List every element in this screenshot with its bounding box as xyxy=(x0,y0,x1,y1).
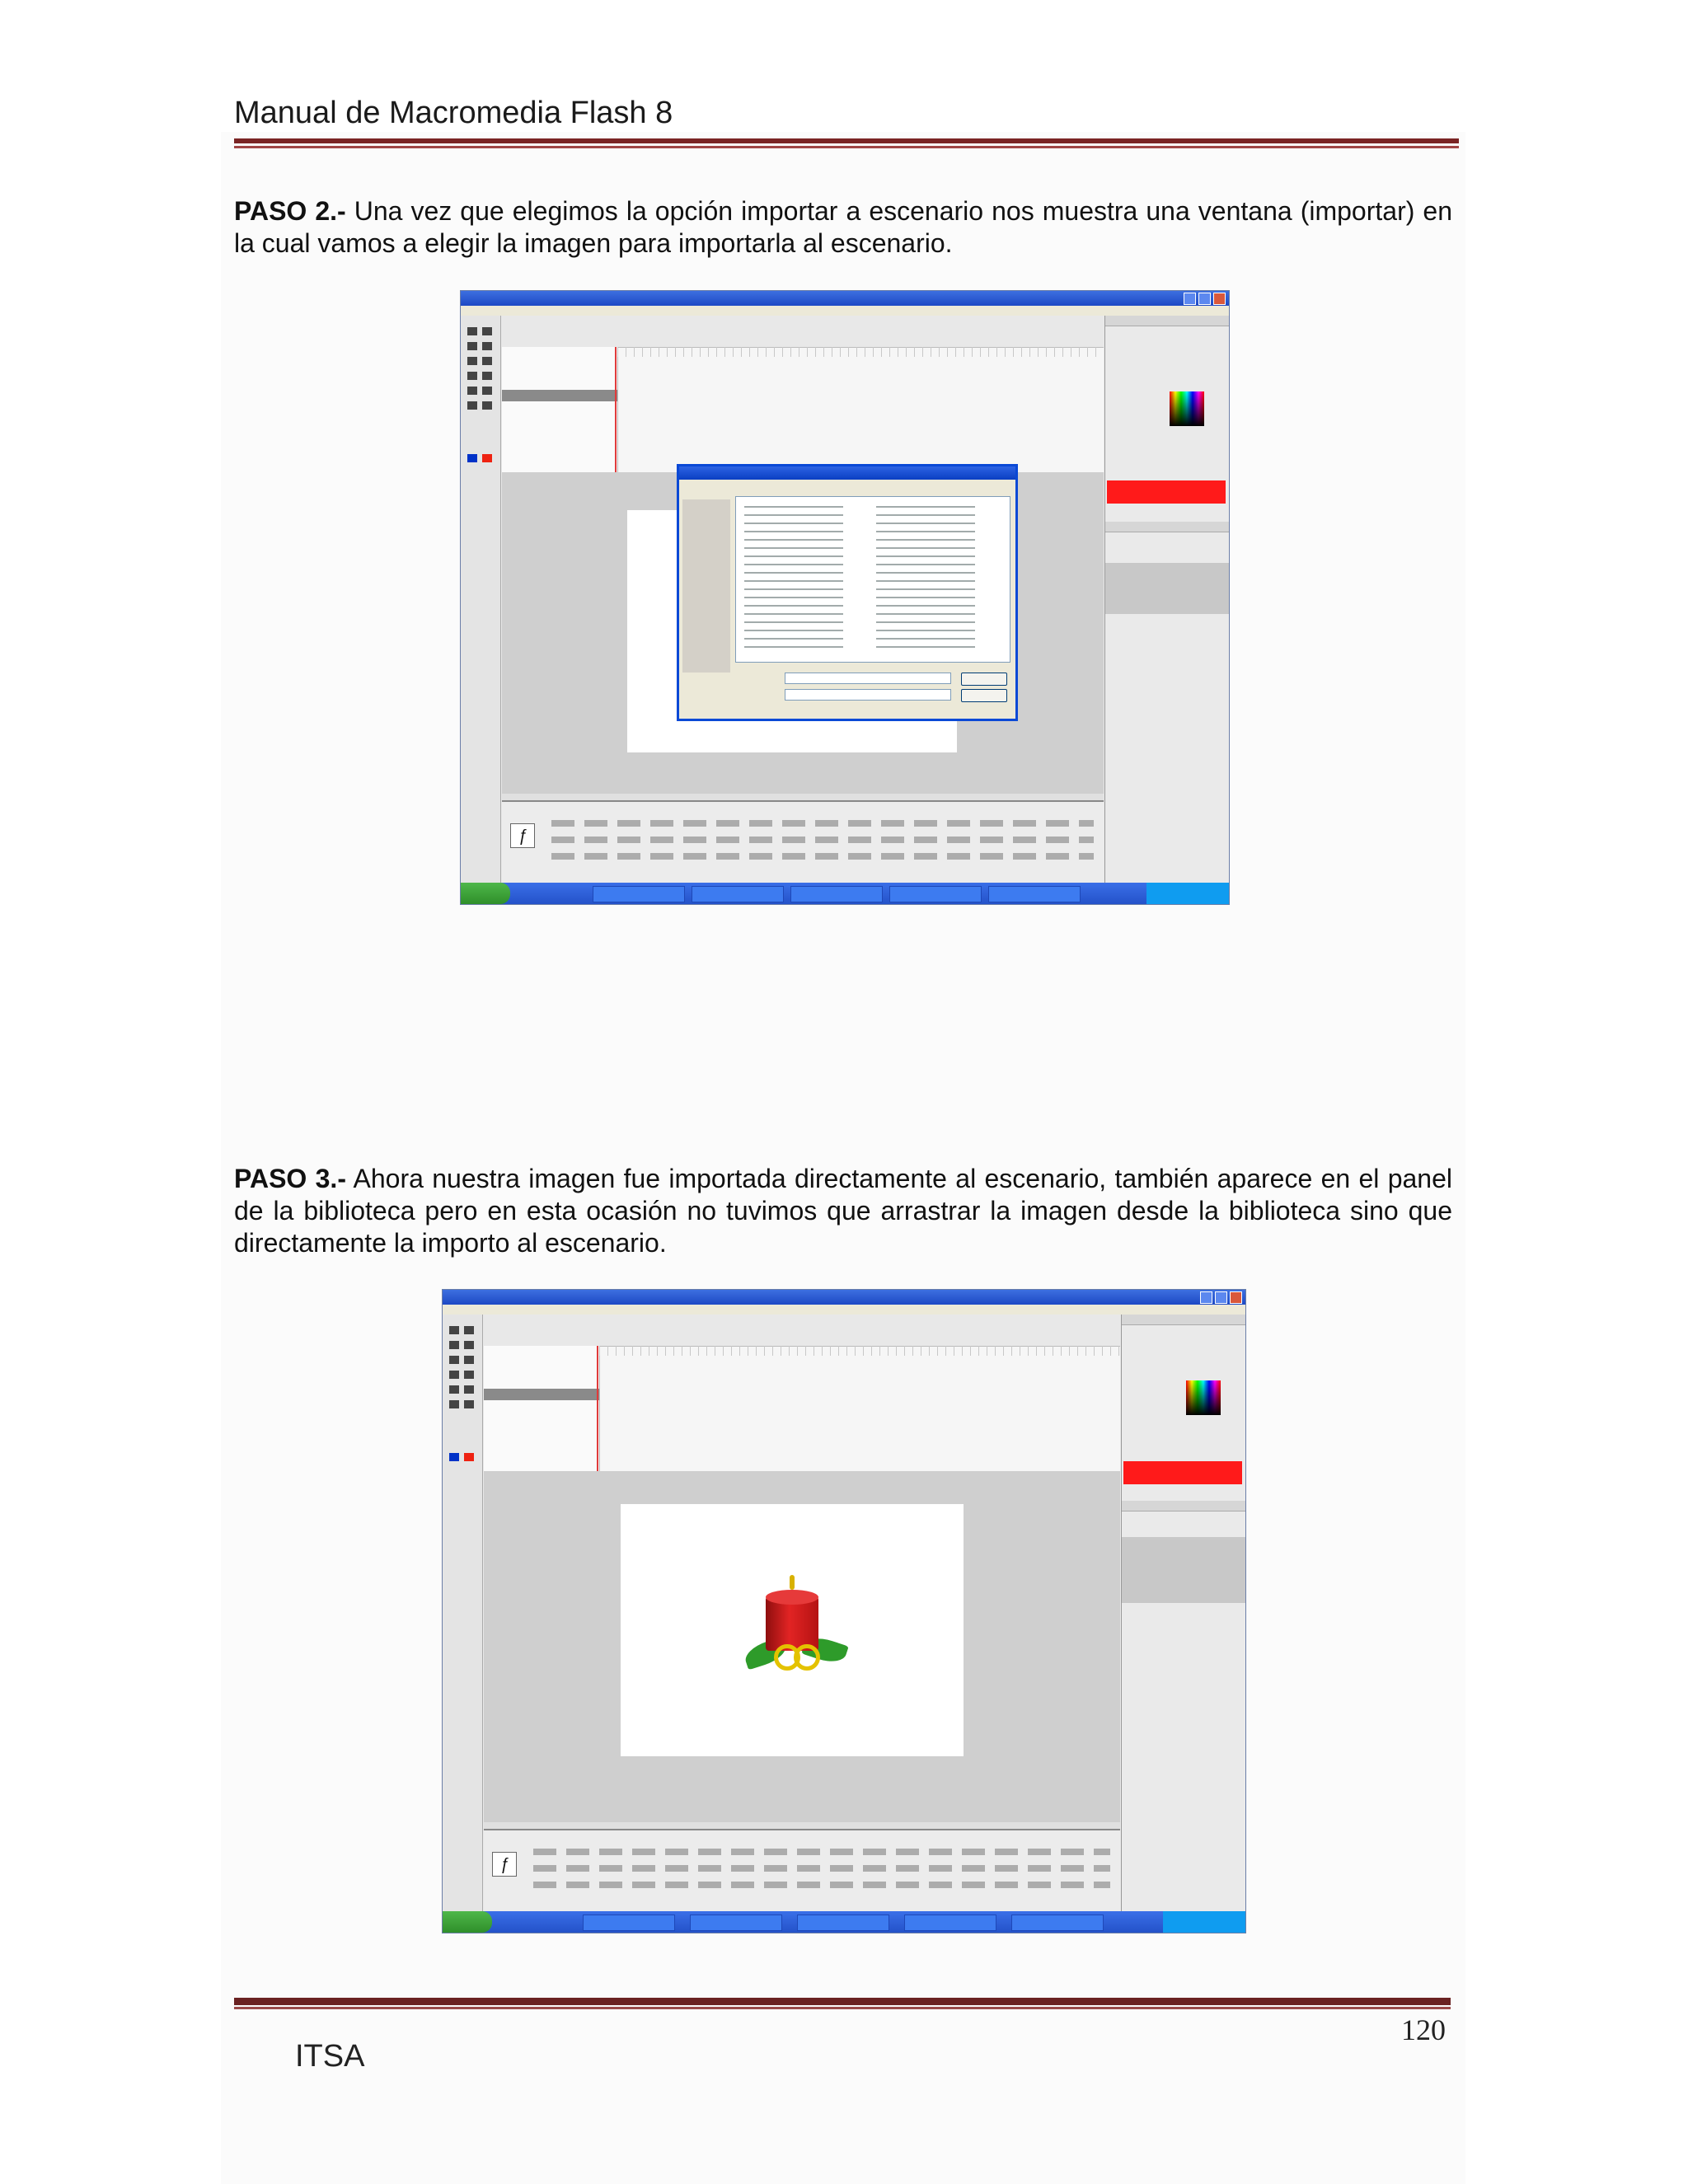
header-rule xyxy=(234,138,1459,143)
import-dialog-places xyxy=(682,499,730,673)
properties-panel xyxy=(484,1829,1120,1911)
step-2-text: Una vez que elegimos la opción importar a escenario nos muestra una ventana (importar) en la cual vamos a elegir la imagen para importarla al escenario. xyxy=(234,196,1453,258)
step-3-paragraph xyxy=(234,1163,1452,1259)
timeline-layers xyxy=(502,347,618,472)
import-dialog xyxy=(677,464,1018,721)
tools-panel xyxy=(461,316,501,883)
page-header-title: Manual de Macromedia Flash 8 xyxy=(234,96,673,130)
tools-panel xyxy=(443,1315,483,1911)
start-button xyxy=(443,1911,492,1933)
import-file-list xyxy=(735,496,1010,663)
flash-titlebar xyxy=(461,291,1229,306)
start-button xyxy=(461,883,510,904)
playhead xyxy=(615,347,617,472)
timeline-layers xyxy=(484,1346,600,1471)
step-3-text: Ahora nuestra imagen fue importada directamente al escenario, también aparece en el panel de la biblioteca pero en esta ocasión no tuvimos que arrastrar la imagen desde la biblioteca sino que directamente la importo al escenario. xyxy=(234,1164,1453,1258)
footer-rule xyxy=(234,1998,1451,2005)
timeline-panel xyxy=(484,1315,1120,1472)
properties-panel xyxy=(502,800,1104,883)
flash-menubar xyxy=(443,1305,1245,1315)
color-swatch-red xyxy=(1107,480,1226,504)
candle-wick xyxy=(790,1575,795,1590)
screenshot-import-dialog xyxy=(460,290,1230,905)
screenshot-image-imported xyxy=(442,1289,1246,1933)
timeline-panel xyxy=(502,316,1104,473)
color-panel-header xyxy=(1122,1315,1245,1325)
color-spectrum xyxy=(1170,391,1204,426)
color-panel-header xyxy=(1105,316,1229,326)
library-panel-header xyxy=(1122,1501,1245,1511)
timeline-header xyxy=(484,1315,1120,1347)
flash-doc-icon: ƒ xyxy=(510,823,535,848)
import-filename-field xyxy=(785,673,951,684)
step-3-label: PASO 3.- xyxy=(234,1164,346,1193)
playhead xyxy=(597,1346,598,1471)
footer-label: ITSA xyxy=(295,2039,365,2074)
library-preview xyxy=(1105,563,1229,614)
timeline-ruler xyxy=(617,347,1104,357)
bow-right xyxy=(794,1644,820,1671)
import-filetype-field xyxy=(785,689,951,701)
windows-taskbar xyxy=(443,1911,1245,1933)
color-swatch-red xyxy=(1123,1461,1242,1484)
candle-top xyxy=(766,1590,818,1605)
page-number: 120 xyxy=(1401,2013,1446,2046)
step-2-paragraph xyxy=(234,195,1452,260)
timeline-ruler xyxy=(599,1346,1120,1356)
stage-canvas xyxy=(621,1504,964,1756)
library-preview xyxy=(1122,1537,1245,1603)
window-buttons xyxy=(1184,293,1226,305)
flash-doc-icon: ƒ xyxy=(492,1852,517,1877)
right-panels xyxy=(1121,1315,1245,1911)
footer-rule-thin xyxy=(234,2007,1451,2009)
step-2-label: PASO 2.- xyxy=(234,196,346,226)
stage-area xyxy=(484,1471,1120,1830)
library-panel-header xyxy=(1105,522,1229,532)
import-dialog-titlebar xyxy=(679,466,1015,480)
header-rule-thin xyxy=(234,146,1459,148)
flash-menubar xyxy=(461,306,1229,316)
system-tray xyxy=(1146,883,1229,904)
import-cancel-button xyxy=(961,689,1007,702)
import-open-button xyxy=(961,673,1007,686)
color-spectrum xyxy=(1186,1380,1221,1415)
flash-titlebar xyxy=(443,1290,1245,1305)
system-tray xyxy=(1163,1911,1245,1933)
window-buttons xyxy=(1200,1291,1242,1304)
right-panels xyxy=(1104,316,1229,883)
timeline-header xyxy=(502,316,1104,348)
windows-taskbar xyxy=(461,883,1229,904)
